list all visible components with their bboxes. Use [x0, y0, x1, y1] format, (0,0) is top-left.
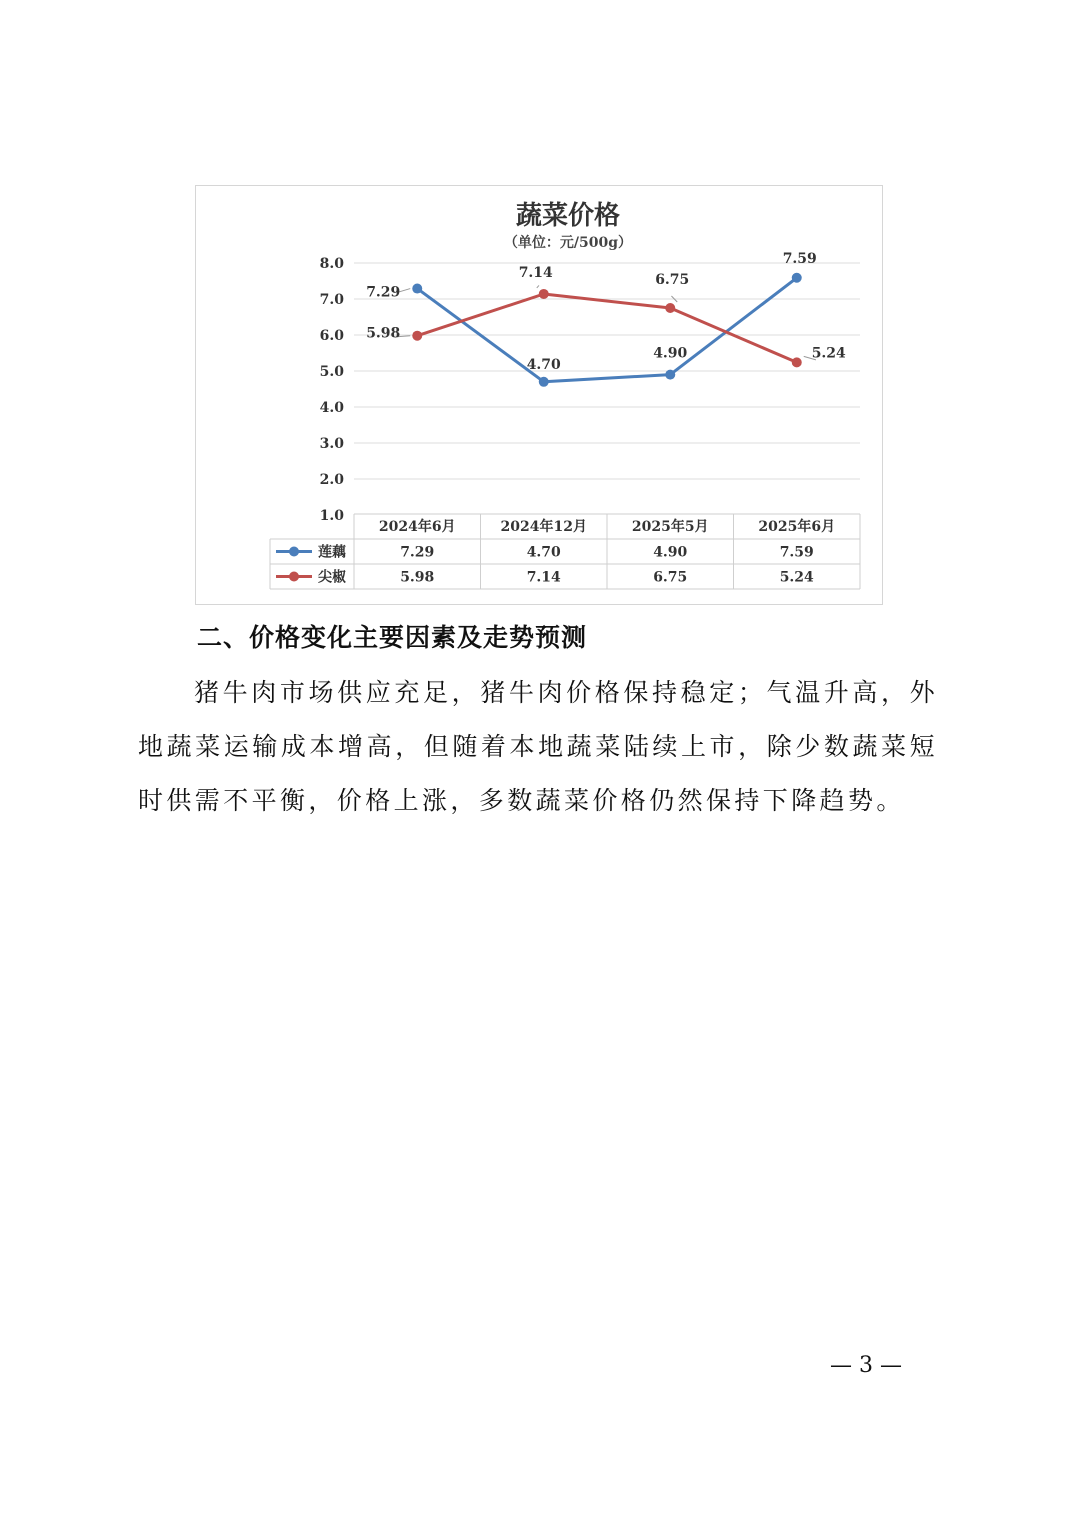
data-point [412, 331, 422, 341]
table-cell-value: 5.24 [779, 569, 814, 586]
x-category-label: 2024年12月 [500, 519, 587, 535]
x-category-label: 2025年5月 [631, 519, 709, 535]
table-cell-value: 4.90 [653, 544, 688, 561]
chart-title: 蔬菜价格 [515, 201, 621, 231]
vegetable-price-chart [195, 185, 883, 605]
table-cell-value: 7.29 [400, 544, 435, 561]
data-point [792, 273, 802, 283]
data-label: 5.24 [811, 345, 846, 362]
leader-line [537, 285, 539, 288]
y-tick-label: 7.0 [319, 292, 344, 308]
data-point [792, 357, 802, 367]
data-point [539, 377, 549, 387]
chart-canvas [196, 186, 882, 604]
legend-series-name: 尖椒 [318, 569, 346, 586]
series-line-2 [417, 294, 797, 362]
legend-series-name: 莲藕 [318, 544, 346, 561]
y-tick-label: 3.0 [319, 436, 344, 452]
table-cell-value: 7.59 [779, 544, 814, 561]
data-label: 7.59 [782, 250, 817, 267]
table-cell-value: 5.98 [400, 569, 435, 586]
data-label: 6.75 [655, 272, 690, 288]
legend-key-marker [289, 572, 299, 582]
table-cell-value: 4.70 [526, 544, 561, 561]
section-heading: 二、价格变化主要因素及走势预测 [197, 623, 588, 652]
data-point [412, 284, 422, 294]
chart-subtitle: （单位：元/500g） [503, 235, 633, 251]
data-label: 7.14 [518, 264, 553, 281]
table-cell-value: 6.75 [653, 569, 688, 586]
data-label: 4.90 [653, 345, 688, 362]
data-label: 7.29 [366, 284, 401, 301]
series-lines [417, 278, 797, 382]
x-category-label: 2024年6月 [378, 519, 456, 535]
y-tick-label: 5.0 [319, 364, 344, 380]
y-tick-label: 1.0 [319, 508, 344, 524]
data-labels [366, 251, 846, 373]
y-tick-label: 2.0 [319, 472, 344, 488]
data-label: 5.98 [366, 325, 401, 342]
page-number: — 3 — [830, 1353, 902, 1378]
y-axis-tick-labels [320, 256, 345, 524]
gridlines [354, 263, 860, 479]
series-line-1 [417, 278, 797, 382]
x-category-label: 2025年6月 [758, 519, 836, 535]
data-point [665, 303, 675, 313]
data-label: 4.70 [526, 356, 561, 373]
data-point [539, 289, 549, 299]
body-paragraph: 猪牛肉市场供应充足，猪牛肉价格保持稳定；气温升高，外地蔬菜运输成本增高，但随着本地蔬菜陆续上市，除少数蔬菜短时供需不平衡，价格上涨，多数蔬菜价格仍然保持下降趋势。 [138, 678, 938, 815]
data-table [270, 514, 860, 589]
y-tick-label: 6.0 [319, 328, 344, 344]
table-cell-value: 7.14 [526, 569, 561, 586]
legend-key-marker [289, 547, 299, 557]
data-point [665, 370, 675, 380]
y-tick-label: 8.0 [319, 256, 344, 272]
y-tick-label: 4.0 [319, 400, 344, 416]
